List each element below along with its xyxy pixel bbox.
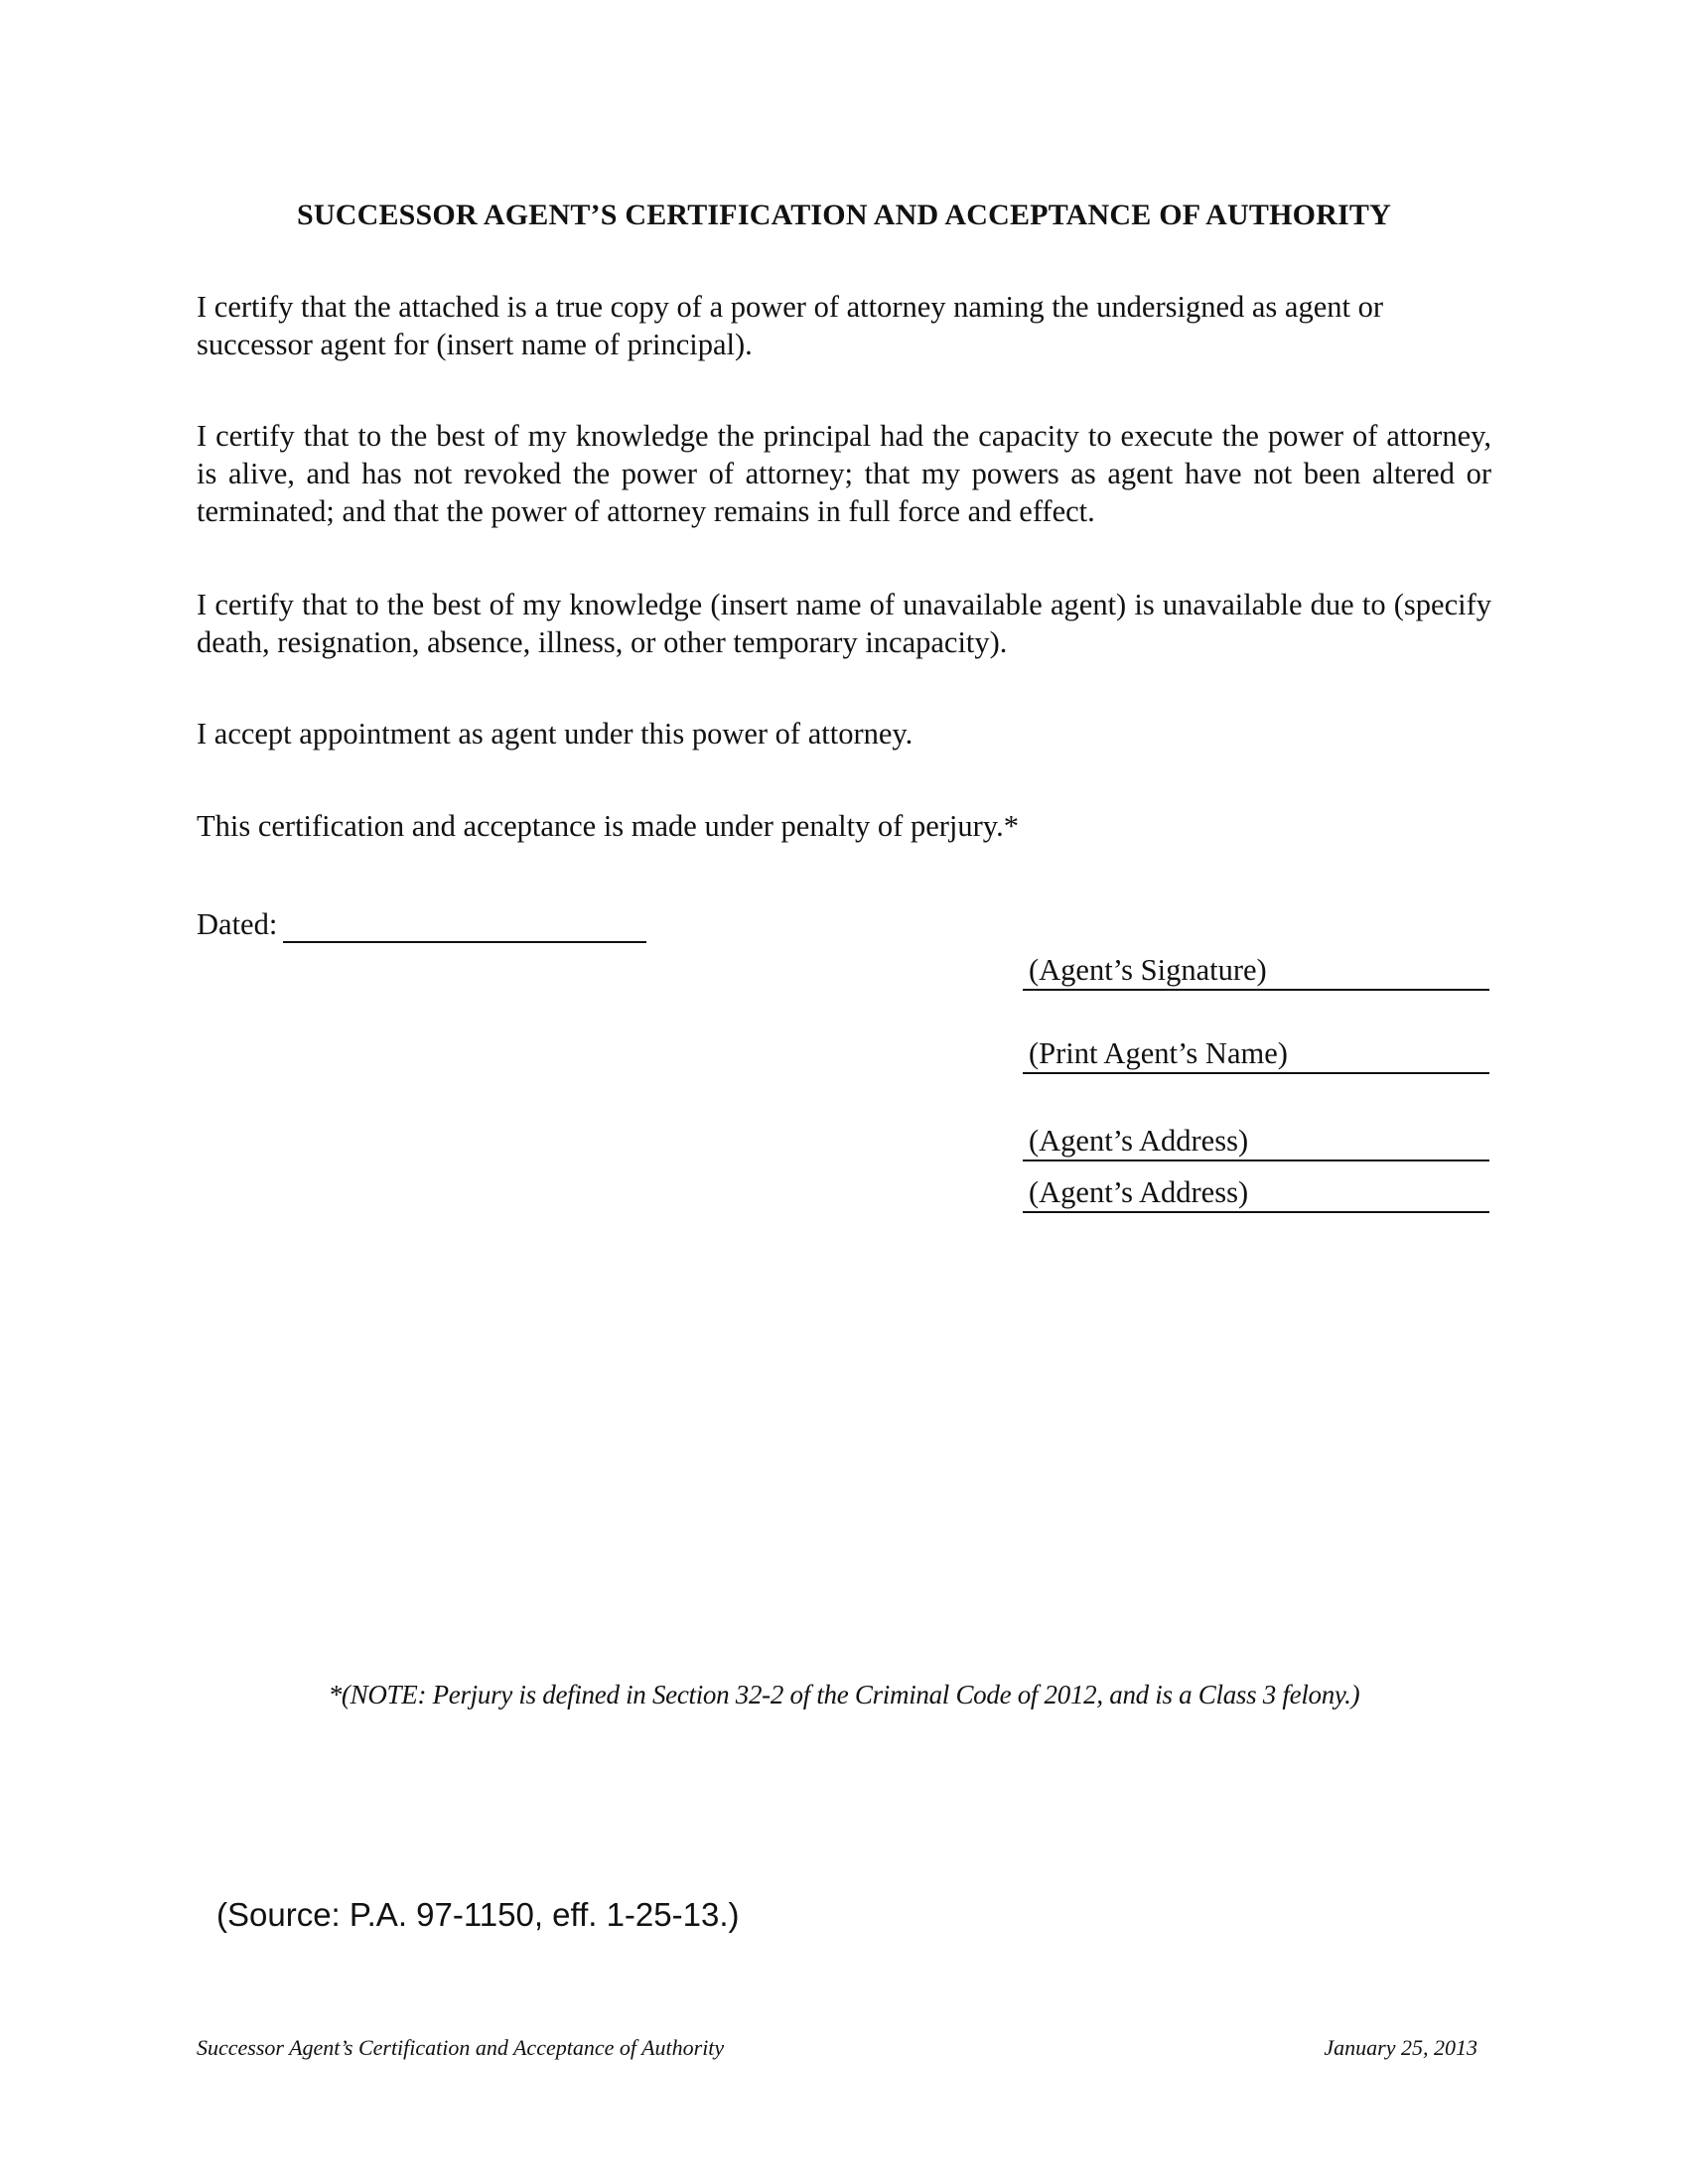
agent-address-line-2[interactable]: (Agent’s Address) [1023,1173,1489,1213]
agent-address-line-1[interactable]: (Agent’s Address) [1023,1122,1489,1161]
dated-label: Dated: [197,907,278,941]
paragraph-accept-appointment: I accept appointment as agent under this power of attorney. [197,717,914,751]
dated-field-line[interactable] [283,907,646,943]
footer-document-name: Successor Agent’s Certification and Acceptance of Authority [197,2035,725,2060]
paragraph-true-copy: I certify that the attached is a true copy of a power of attorney naming the undersigned as agent or successor agent for (insert name of principal). [197,290,1383,361]
dated-row [197,905,646,943]
document-title: SUCCESSOR AGENT’S CERTIFICATION AND ACCEPTANCE OF AUTHORITY [296,199,1392,231]
paragraph-perjury: This certification and acceptance is made under penalty of perjury.* [197,809,1019,843]
footer-date: January 25, 2013 [1324,2035,1477,2060]
paragraph-unavailable-agent: I certify that to the best of my knowledge (insert name of unavailable agent) is unavailable due to (specify death, resignation, absence, illness, or other temporary incapacity). [197,588,1491,659]
paragraph-capacity: I certify that to the best of my knowledge the principal had the capacity to execute the power of attorney, is alive, and has not revoked the power of attorney; that my powers as agent have not been altered or terminated; and that the power of attorney remains in full force and effect. [197,419,1491,528]
source-citation: (Source: P.A. 97-1150, eff. 1-25-13.) [216,1896,740,1933]
print-agent-name-line[interactable]: (Print Agent’s Name) [1023,1034,1489,1074]
agent-signature-line[interactable]: (Agent’s Signature) [1023,951,1489,991]
perjury-note: *(NOTE: Perjury is defined in Section 32-2 of the Criminal Code of 2012, and is a Class 3 felony.) [328,1680,1360,1709]
